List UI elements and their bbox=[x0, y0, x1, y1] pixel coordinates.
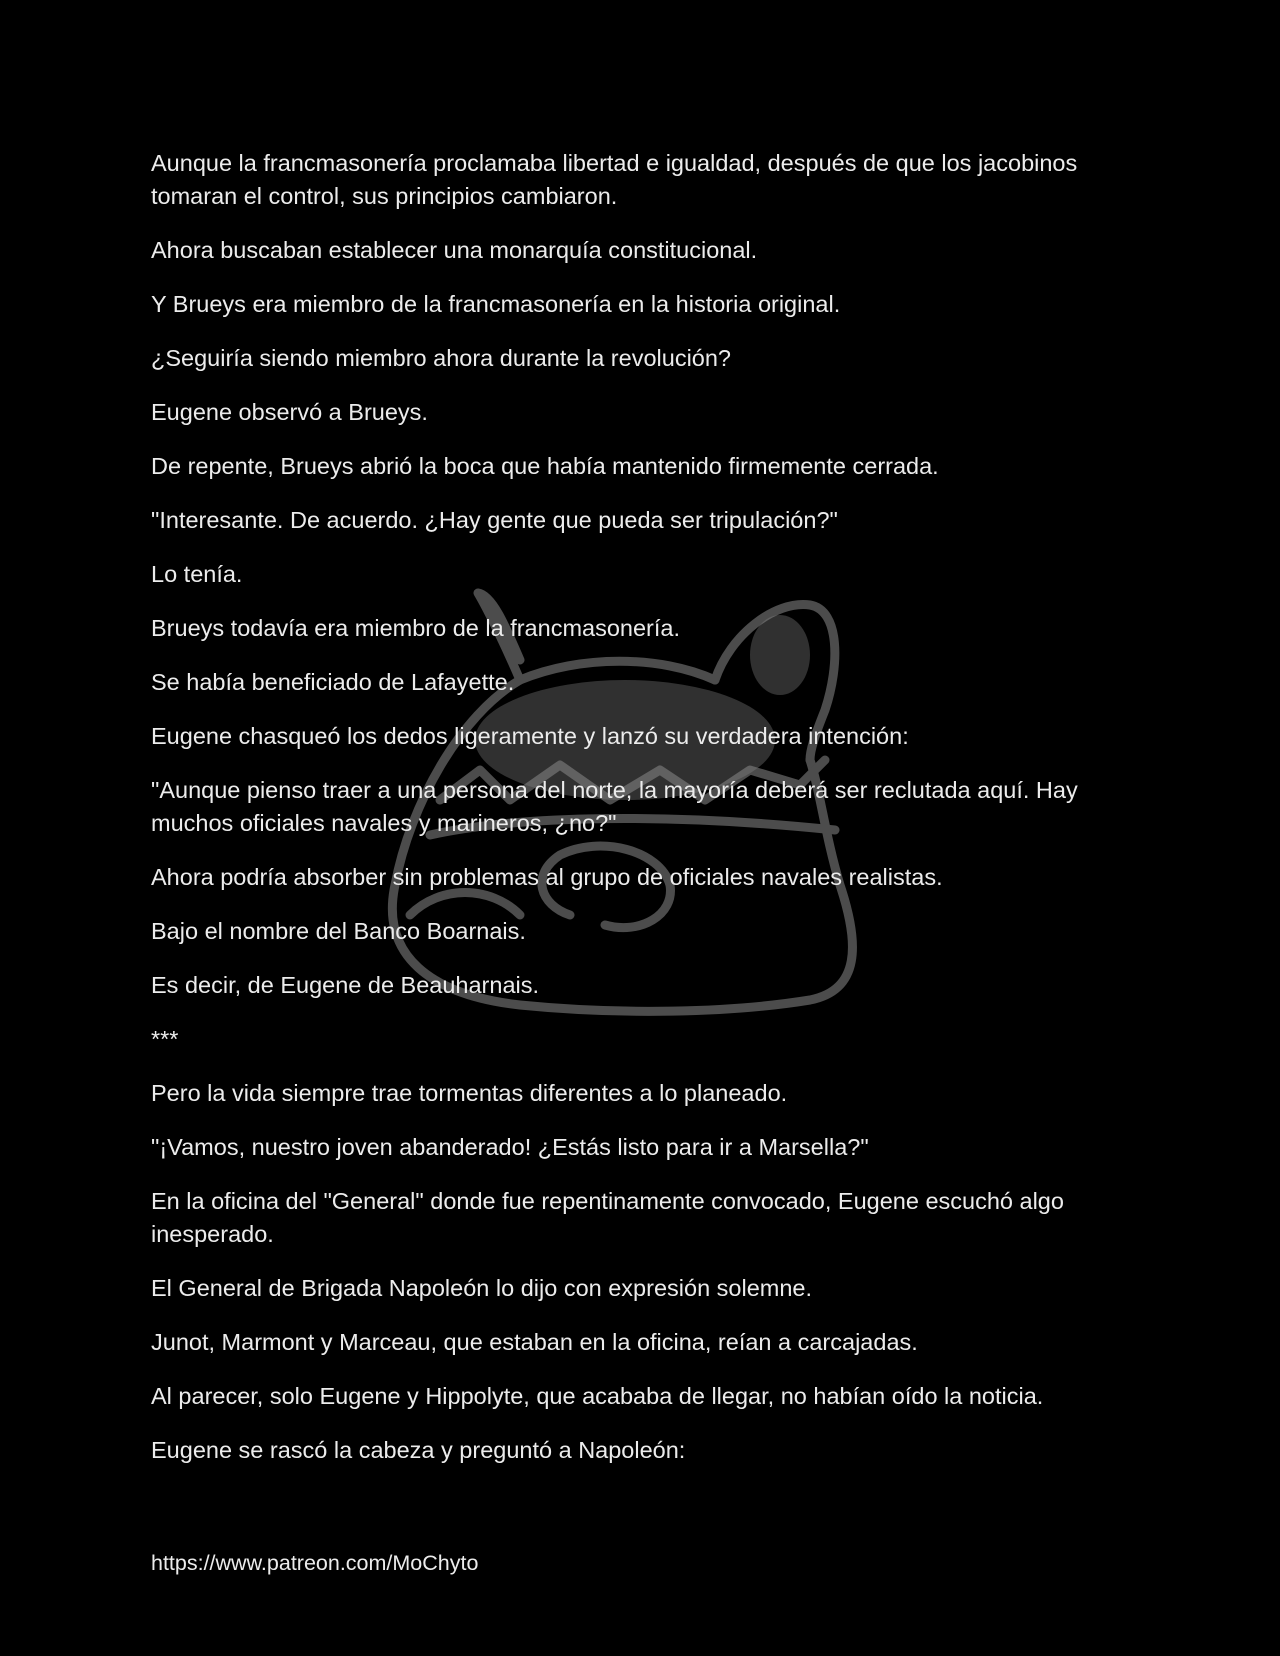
paragraph: "Interesante. De acuerdo. ¿Hay gente que pueda ser tripulación?" bbox=[151, 507, 838, 533]
paragraph: Ahora podría absorber sin problemas al grupo de oficiales navales realistas. bbox=[151, 864, 943, 890]
paragraph: Eugene se rascó la cabeza y preguntó a Napoleón: bbox=[151, 1437, 686, 1463]
paragraph: Bajo el nombre del Banco Boarnais. bbox=[151, 918, 526, 944]
paragraph: Ahora buscaban establecer una monarquía constitucional. bbox=[151, 237, 758, 263]
patreon-link[interactable]: https://www.patreon.com/MoChyto bbox=[151, 1551, 479, 1575]
paragraph: Al parecer, solo Eugene y Hippolyte, que acababa de llegar, no habían oído la noticia. bbox=[151, 1383, 1044, 1409]
paragraph: Y Brueys era miembro de la francmasonería en la historia original. bbox=[151, 291, 841, 317]
paragraph: Es decir, de Eugene de Beauharnais. bbox=[151, 972, 540, 998]
paragraph: "¡Vamos, nuestro joven abanderado! ¿Estás listo para ir a Marsella?" bbox=[151, 1134, 869, 1160]
paragraph: "Aunque pienso traer a una persona del norte, la mayoría deberá ser reclutada aquí. Hay muchos oficiales navales y marineros, ¿no?" bbox=[151, 777, 1078, 836]
paragraph: El General de Brigada Napoleón lo dijo con expresión solemne. bbox=[151, 1275, 813, 1301]
paragraph: Eugene observó a Brueys. bbox=[151, 399, 428, 425]
paragraph: De repente, Brueys abrió la boca que había mantenido firmemente cerrada. bbox=[151, 453, 939, 479]
paragraph: Eugene chasqueó los dedos ligeramente y lanzó su verdadera intención: bbox=[151, 723, 909, 749]
paragraph: Se había beneficiado de Lafayette. bbox=[151, 669, 515, 695]
paragraph: ¿Seguiría siendo miembro ahora durante la revolución? bbox=[151, 345, 731, 371]
paragraph: Junot, Marmont y Marceau, que estaban en la oficina, reían a carcajadas. bbox=[151, 1329, 918, 1355]
paragraph: Lo tenía. bbox=[151, 561, 243, 587]
paragraph: Pero la vida siempre trae tormentas diferentes a lo planeado. bbox=[151, 1080, 788, 1106]
paragraph: Aunque la francmasonería proclamaba libertad e igualdad, después de que los jacobinos tomaran el control, sus principios cambiaron. bbox=[151, 150, 1078, 209]
scene-separator: *** bbox=[151, 1026, 179, 1052]
paragraph: En la oficina del "General" donde fue repentinamente convocado, Eugene escuchó algo inesperado. bbox=[151, 1188, 1064, 1247]
paragraph: Brueys todavía era miembro de la francmasonería. bbox=[151, 615, 681, 641]
story-text bbox=[151, 147, 1141, 1488]
